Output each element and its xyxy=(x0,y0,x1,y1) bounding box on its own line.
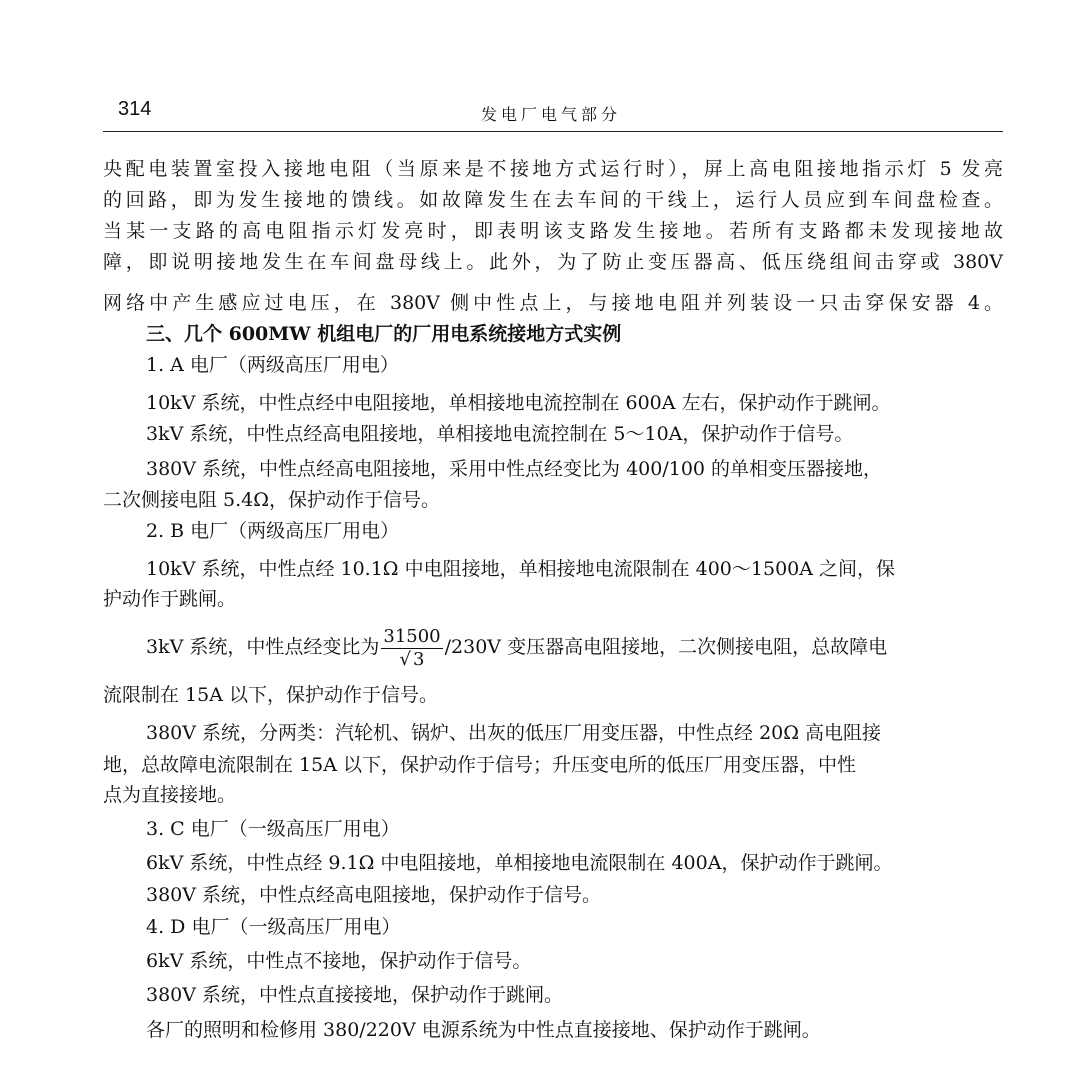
sqrt-radicand: 3 xyxy=(413,648,425,670)
plant-a-line: 380V 系统，中性点经高电阻接地，采用中性点经变比为 400/100 的单相变压器接地， xyxy=(146,458,883,480)
closing-line: 各厂的照明和检修用 380/220V 电源系统为中性点直接接地、保护动作于跳闸。 xyxy=(146,1019,821,1041)
plant-a-heading: 1. A 电厂（两级高压厂用电） xyxy=(146,354,399,376)
ratio-fraction xyxy=(381,626,442,671)
intro-line: 的回路，即为发生接地的馈线。如故障发生在去车间的干线上，运行人员应到车间盘检查。 xyxy=(103,189,1003,211)
plant-b-heading: 2. B 电厂（两级高压厂用电） xyxy=(146,520,400,542)
plant-c-line: 380V 系统，中性点经高电阻接地，保护动作于信号。 xyxy=(146,884,602,906)
plant-a-line: 3kV 系统，中性点经高电阻接地，单相接地电流控制在 5～10A，保护动作于信号。 xyxy=(146,423,854,445)
section-title: 三、几个 600MW 机组电厂的厂用电系统接地方式实例 xyxy=(146,323,622,345)
intro-line: 网络中产生感应过电压，在 380V 侧中性点上，与接地电阻并列装设一只击穿保安器 4。 xyxy=(103,292,1003,314)
plant-a-line: 10kV 系统，中性点经中电阻接地，单相接地电流控制在 600A 左右，保护动作于跳闸。 xyxy=(146,392,891,414)
plant-b-line: 10kV 系统，中性点经 10.1Ω 中电阻接地，单相接地电流限制在 400～1500A 之间，保 xyxy=(146,558,896,580)
plant-b-fraction-line xyxy=(146,622,1046,672)
fraction-denominator: √ 3 xyxy=(399,648,425,670)
running-head: 发电厂电气部分 xyxy=(481,105,622,124)
intro-line: 障，即说明接地发生在车间盘母线上。此外，为了防止变压器高、低压绕组间击穿或 380V xyxy=(103,251,1003,273)
header-rule xyxy=(103,131,1003,132)
plant-d-line: 6kV 系统，中性点不接地，保护动作于信号。 xyxy=(146,950,532,972)
plant-d-heading: 4. D 电厂（一级高压厂用电） xyxy=(146,916,401,938)
page-header xyxy=(103,92,1003,132)
plant-b-line: 380V 系统，分两类：汽轮机、锅炉、出灰的低压厂用变压器，中性点经 20Ω 高电阻接 xyxy=(146,722,882,744)
fraction-prefix: 3kV 系统，中性点经变比为 xyxy=(146,636,380,658)
plant-d-line: 380V 系统，中性点直接接地，保护动作于跳闸。 xyxy=(146,984,564,1006)
intro-line: 当某一支路的高电阻指示灯发亮时，即表明该支路发生接地。若所有支路都未发现接地故 xyxy=(103,220,1003,242)
fraction-suffix: /230V 变压器高电阻接地，二次侧接电阻，总故障电 xyxy=(444,636,888,658)
plant-b-line: 流限制在 15A 以下，保护动作于信号。 xyxy=(103,684,438,706)
fraction-numerator: 31500 xyxy=(383,625,441,647)
plant-b-line: 护动作于跳闸。 xyxy=(103,588,237,610)
plant-c-heading: 3. C 电厂（一级高压厂用电） xyxy=(146,818,400,840)
plant-c-line: 6kV 系统，中性点经 9.1Ω 中电阻接地，单相接地电流限制在 400A，保护动作于跳闸。 xyxy=(146,852,893,874)
plant-b-line: 地，总故障电流限制在 15A 以下，保护动作于信号；升压变电所的低压厂用变压器，中性 xyxy=(103,754,856,776)
page-number: 314 xyxy=(118,98,152,120)
plant-a-line: 二次侧接电阻 5.4Ω，保护动作于信号。 xyxy=(103,489,441,511)
plant-b-line: 点为直接接地。 xyxy=(103,784,237,806)
intro-line: 央配电装置室投入接地电阻（当原来是不接地方式运行时），屏上高电阻接地指示灯 5 发亮 xyxy=(103,158,1003,180)
